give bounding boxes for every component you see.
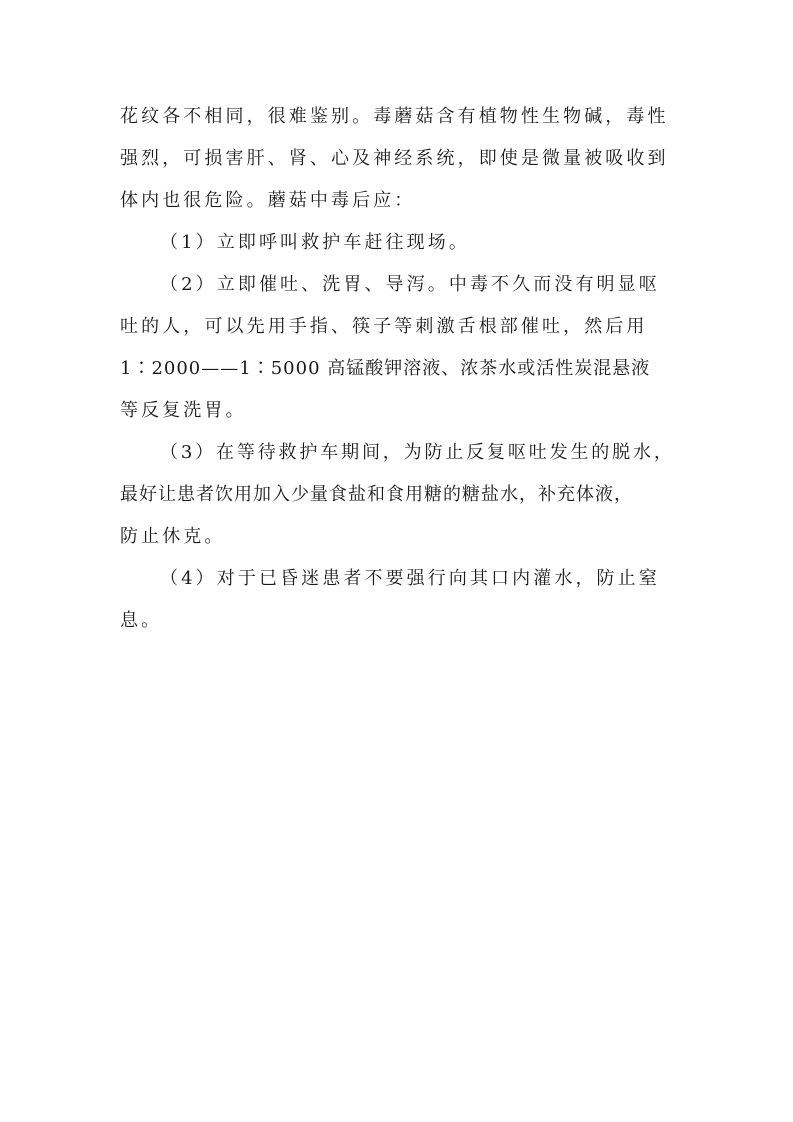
list-item-2: （2）立即催吐、洗胃、导泻。中毒不久而没有明显呕	[160, 274, 660, 295]
list-item-3: （3）在等待救护车期间，为防止反复呕吐发生的脱水，	[160, 442, 675, 463]
paragraph-line: 1∶2000——1∶5000 高锰酸钾溶液、浓茶水或活性炭混悬液	[120, 358, 651, 379]
list-item-4: （4）对于已昏迷患者不要强行向其口内灌水，防止窒	[160, 568, 660, 589]
paragraph-line: 防止休克。	[120, 526, 226, 547]
paragraph-line: 强烈，可损害肝、肾、心及神经系统，即使是微量被吸收到	[120, 148, 669, 169]
paragraph-line: 等反复洗胃。	[120, 400, 247, 421]
list-item-1: （1）立即呼叫救护车赶往现场。	[160, 232, 470, 253]
paragraph-line: 吐的人，可以先用手指、筷子等刺激舌根部催吐，然后用	[120, 316, 648, 337]
paragraph-line: 息。	[120, 610, 163, 631]
paragraph-line: 最好让患者饮用加入少量食盐和食用糖的糖盐水，补充体液，	[120, 484, 633, 505]
paragraph-line: 体内也很危险。蘑菇中毒后应：	[120, 190, 416, 211]
paragraph-line: 花纹各不相同，很难鉴别。毒蘑菇含有植物性生物碱，毒性	[120, 106, 669, 127]
